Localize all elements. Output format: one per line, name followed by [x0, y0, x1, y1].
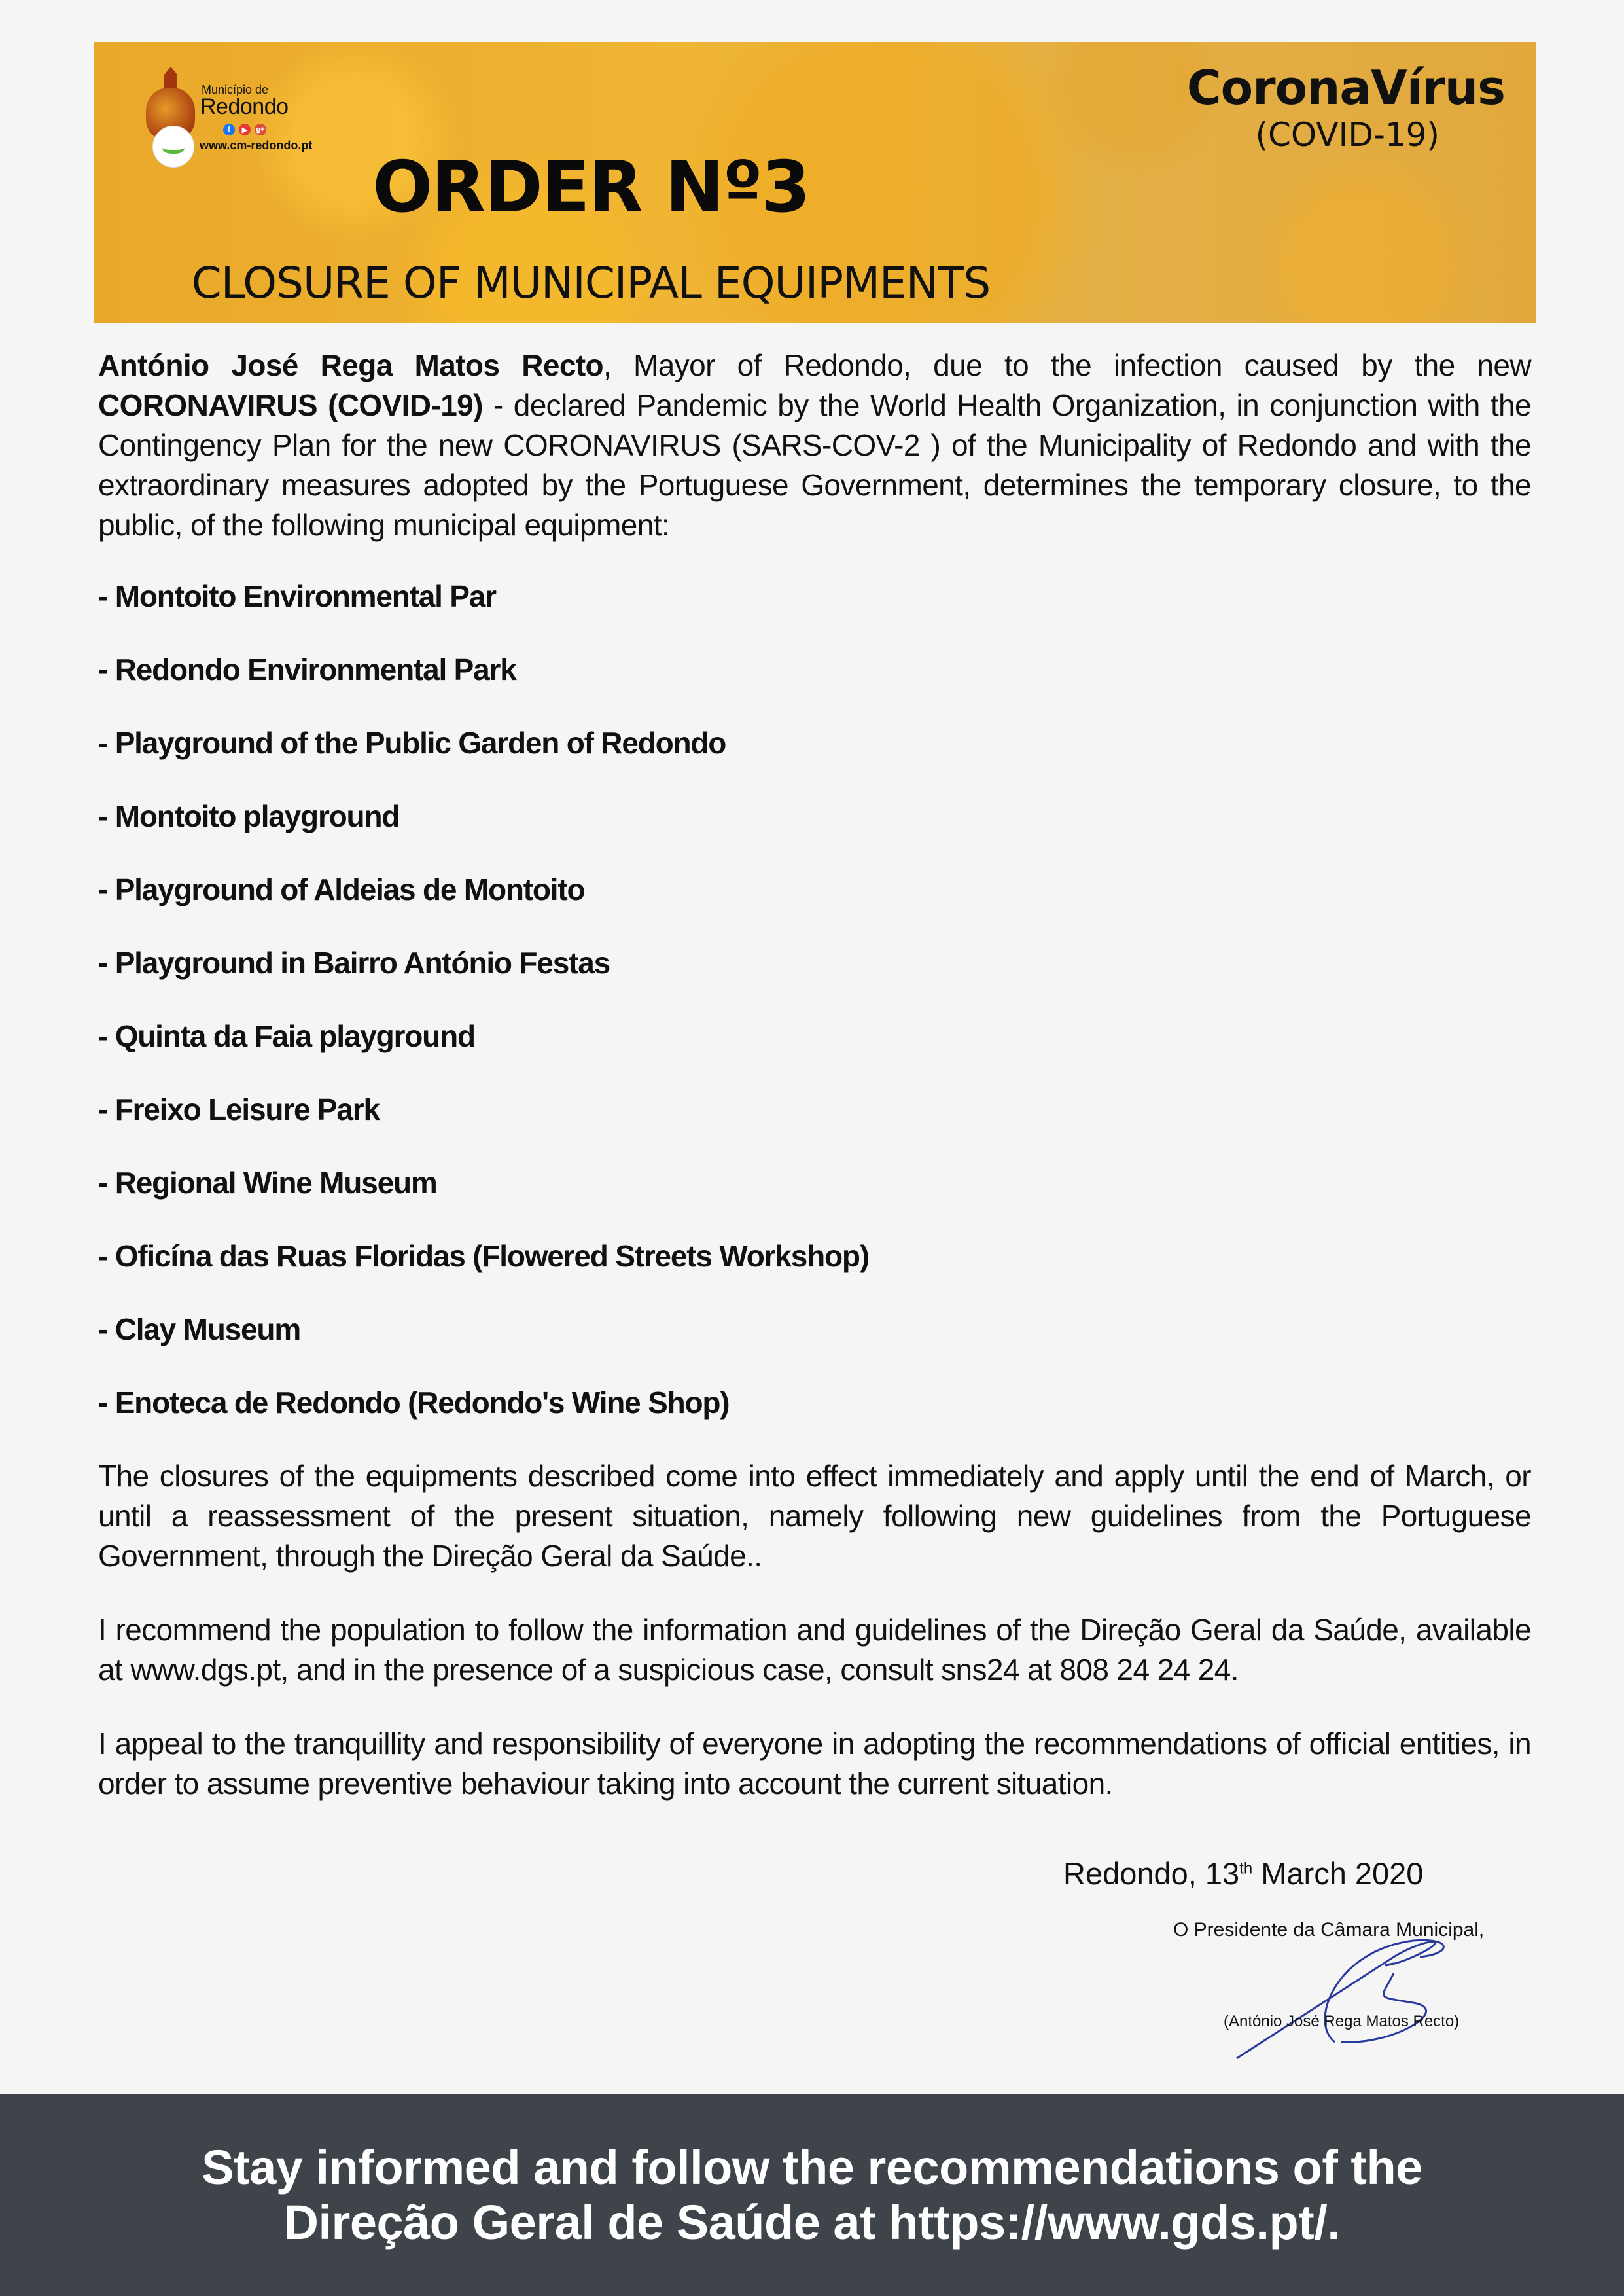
equipment-list [98, 560, 1531, 1439]
list-item: - Montoito playground [98, 799, 400, 833]
social-links [223, 124, 266, 135]
facebook-icon[interactable]: f [223, 124, 235, 135]
order-subtitle: CLOSURE OF MUNICIPAL EQUIPMENTS [191, 258, 991, 308]
intro-text-1: , Mayor of Redondo, due to the infection caused by the new [603, 348, 1531, 382]
closure-effect-paragraph: The closures of the equipments described come into effect immediately and apply until the end of March, or until a reassessment of the present situation, namely following new guidelines from the Portuguese Government, through the Direção Geral da Saúde.. [98, 1459, 1531, 1573]
logo-municipio-label: Município de [202, 83, 269, 96]
document-body [98, 346, 1531, 1804]
list-item: - Playground of Aldeias de Montoito [98, 872, 585, 906]
header-banner [94, 42, 1536, 323]
footer-line-1: Stay informed and follow the recommendations of the [202, 2140, 1422, 2195]
signature-icon [1178, 1937, 1479, 2062]
corona-title: CoronaVírus [1186, 60, 1505, 115]
virus-name: CORONAVIRUS (COVID-19) [98, 388, 483, 422]
mayor-name: António José Rega Matos Recto [98, 348, 604, 382]
list-item: - Freixo Leisure Park [98, 1092, 380, 1126]
list-item: - Oficína das Ruas Floridas (Flowered Streets Workshop) [98, 1239, 869, 1273]
logo-name: Redondo [200, 94, 289, 119]
signatory-title: O Presidente da Câmara Municipal, [1173, 1919, 1485, 1941]
google-plus-icon[interactable]: g+ [255, 124, 266, 135]
list-item: - Redondo Environmental Park [98, 653, 516, 687]
intro-text-2: - declared Pandemic by the World Health Organization, in conjunction with the Contingency Plan for the new CORONAVIRUS (SARS-COV-2 ) of the Municipality of Redondo and with the extraordinary measures adopted by the Portuguese Government, determines the temporary closure, to the public, of the following municipal equipment: [98, 388, 1531, 542]
recommendation-paragraph: I recommend the population to follow the information and guidelines of the Direção Geral da Saúde, available at www.dgs.pt, and in the presence of a suspicious case, consult sns24 at 808 24 24 24. [98, 1613, 1531, 1687]
logo-url[interactable]: www.cm-redondo.pt [200, 139, 313, 152]
date-ordinal: th [1239, 1859, 1253, 1878]
footer-message [202, 2140, 1422, 2250]
footer-banner [0, 2094, 1624, 2296]
footer-line-2: Direção Geral de Saúde at https://www.gds.pt/. [283, 2195, 1341, 2250]
youtube-icon[interactable]: ▶ [239, 124, 251, 135]
list-item: - Enoteca de Redondo (Redondo's Wine Shop) [98, 1386, 730, 1420]
intro-paragraph [98, 346, 1531, 545]
date-day: Redondo, 13 [1063, 1856, 1240, 1891]
document-date [1063, 1856, 1423, 1892]
order-title: ORDER Nº3 [372, 147, 809, 228]
list-item: - Playground of the Public Garden of Redondo [98, 726, 726, 760]
list-item: - Regional Wine Museum [98, 1166, 437, 1200]
list-item: - Quinta da Faia playground [98, 1019, 475, 1053]
list-item: - Playground in Bairro António Festas [98, 946, 610, 980]
signatory-name: (António José Rega Matos Recto) [1224, 2013, 1460, 2030]
list-item: - Clay Museum [98, 1312, 301, 1346]
date-month-year: March 2020 [1252, 1856, 1424, 1891]
corona-subtitle: (COVID-19) [1255, 116, 1439, 154]
list-item: - Montoito Environmental Par [98, 579, 496, 613]
appeal-paragraph: I appeal to the tranquillity and responsibility of everyone in adopting the recommendations of official entities, in order to assume preventive behaviour taking into account the current situation. [98, 1727, 1531, 1801]
